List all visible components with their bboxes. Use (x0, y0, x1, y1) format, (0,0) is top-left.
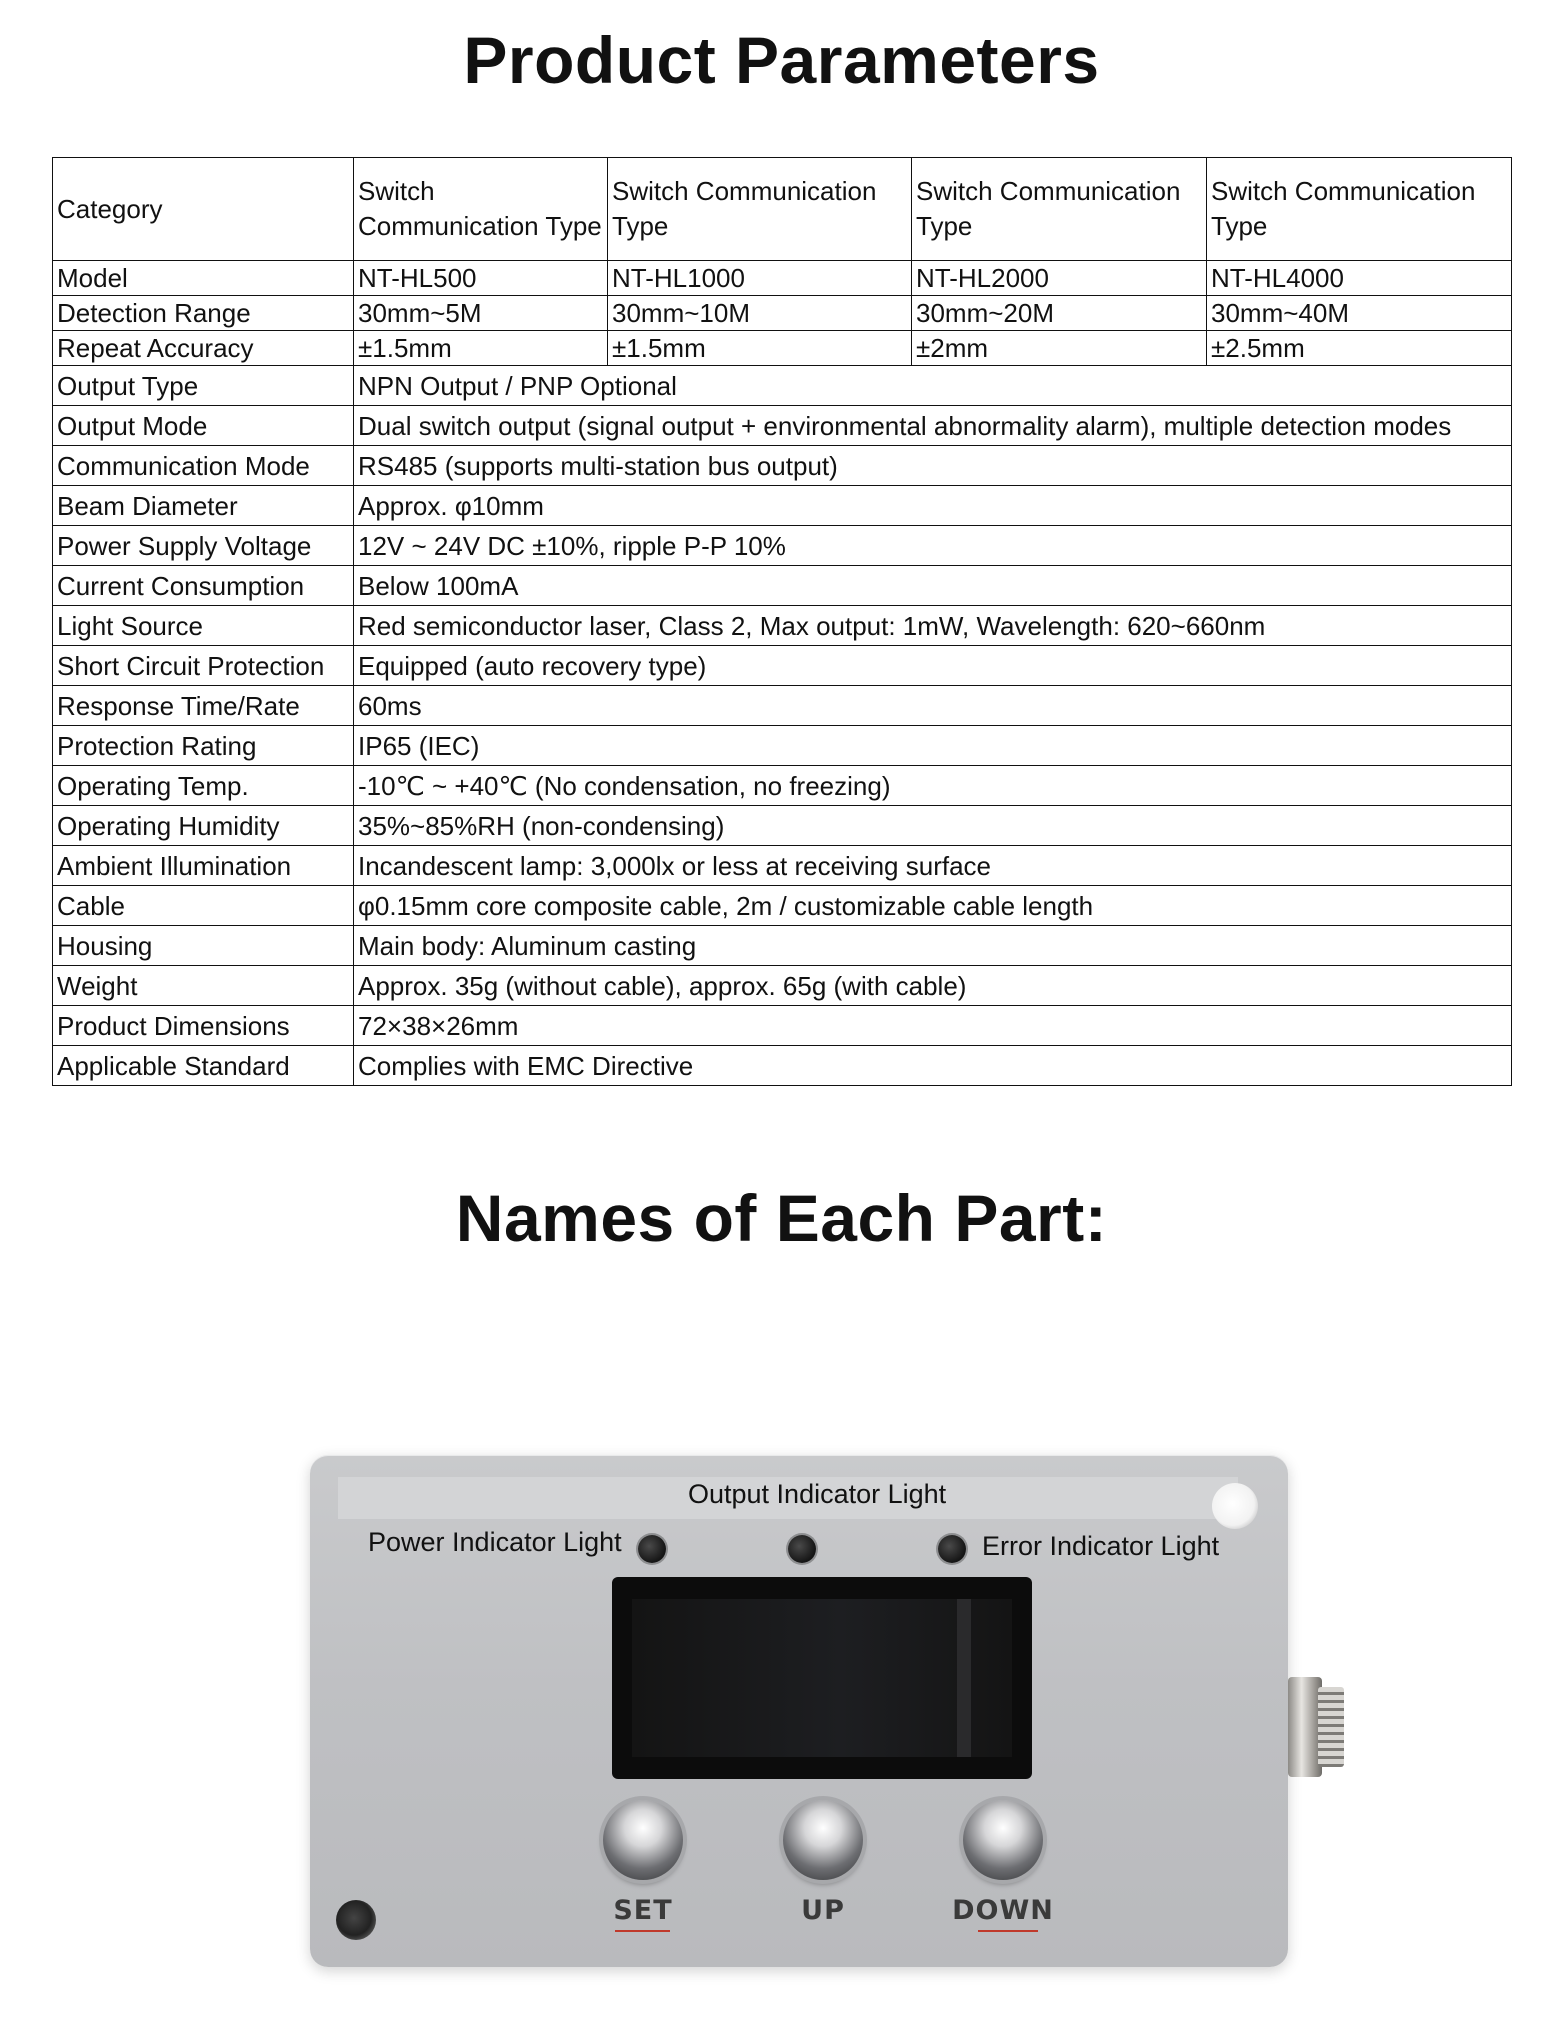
table-row (53, 486, 1512, 526)
row-label: Repeat Accuracy (53, 331, 354, 366)
table-row (53, 566, 1512, 606)
row-label: Model (53, 261, 354, 296)
cell: ±1.5mm (354, 331, 608, 366)
header-model-1: Switch Communication Type (354, 158, 608, 261)
cell: NT-HL1000 (608, 261, 912, 296)
header-model-4: Switch Communication Type (1207, 158, 1512, 261)
table-row (53, 366, 1512, 406)
up-button-label: UP (801, 1895, 845, 1926)
error-indicator-light (938, 1535, 966, 1563)
row-label: Weight (53, 966, 354, 1006)
row-label: Operating Temp. (53, 766, 354, 806)
table-row (53, 261, 1512, 296)
mounting-hole-icon (336, 1900, 376, 1940)
header-model-2: Switch Communication Type (608, 158, 912, 261)
cell: 12V ~ 24V DC ±10%, ripple P-P 10% (354, 526, 1512, 566)
row-label: Protection Rating (53, 726, 354, 766)
row-label: Communication Mode (53, 446, 354, 486)
cell: NT-HL4000 (1207, 261, 1512, 296)
cell: 72×38×26mm (354, 1006, 1512, 1046)
table-row (53, 846, 1512, 886)
cell: Approx. 35g (without cable), approx. 65g (with cable) (354, 966, 1512, 1006)
down-button-label: DOWN (952, 1895, 1054, 1926)
row-label: Short Circuit Protection (53, 646, 354, 686)
table-row (53, 806, 1512, 846)
page-title-parts: Names of Each Part: (455, 1181, 1108, 1255)
table-row (53, 1046, 1512, 1086)
cell: Incandescent lamp: 3,000lx or less at receiving surface (354, 846, 1512, 886)
table-row (53, 446, 1512, 486)
cell: NT-HL2000 (912, 261, 1207, 296)
header-category: Category (53, 158, 354, 261)
cell: NT-HL500 (354, 261, 608, 296)
table-row (53, 886, 1512, 926)
set-button-label: SET (613, 1895, 673, 1926)
table-row (53, 966, 1512, 1006)
cell: 30mm~5M (354, 296, 608, 331)
cell: Dual switch output (signal output + environmental abnormality alarm), multiple detection modes (354, 406, 1512, 446)
table-row (53, 296, 1512, 331)
table-row (53, 1006, 1512, 1046)
row-label: Beam Diameter (53, 486, 354, 526)
cell: IP65 (IEC) (354, 726, 1512, 766)
cell: -10℃ ~ +40℃ (No condensation, no freezing) (354, 766, 1512, 806)
cell: 30mm~10M (608, 296, 912, 331)
cell: 30mm~40M (1207, 296, 1512, 331)
cell: 35%~85%RH (non-condensing) (354, 806, 1512, 846)
cell: Equipped (auto recovery type) (354, 646, 1512, 686)
table-row (53, 926, 1512, 966)
row-label: Operating Humidity (53, 806, 354, 846)
table-row (53, 406, 1512, 446)
table-row (53, 331, 1512, 366)
table-header-row (53, 158, 1512, 261)
row-label: Light Source (53, 606, 354, 646)
cell: Approx. φ10mm (354, 486, 1512, 526)
cell: NPN Output / PNP Optional (354, 366, 1512, 406)
table-row (53, 726, 1512, 766)
cell: Complies with EMC Directive (354, 1046, 1512, 1086)
row-label: Response Time/Rate (53, 686, 354, 726)
error-indicator-label: Error Indicator Light (982, 1531, 1220, 1561)
set-label-underline (615, 1930, 670, 1932)
row-label: Current Consumption (53, 566, 354, 606)
cell: 30mm~20M (912, 296, 1207, 331)
cell: Main body: Aluminum casting (354, 926, 1512, 966)
cell: ±1.5mm (608, 331, 912, 366)
row-label: Housing (53, 926, 354, 966)
display-screen (612, 1577, 1032, 1779)
power-indicator-label: Power Indicator Light (368, 1527, 622, 1557)
row-label: Ambient Illumination (53, 846, 354, 886)
connector-thread (1318, 1687, 1344, 1767)
row-label: Output Type (53, 366, 354, 406)
up-button[interactable] (783, 1800, 863, 1880)
table-row (53, 526, 1512, 566)
cable-connector-icon (1288, 1677, 1346, 1777)
row-label: Output Mode (53, 406, 354, 446)
down-button[interactable] (963, 1800, 1043, 1880)
page-title-parameters: Product Parameters (463, 23, 1100, 97)
display-panel (632, 1599, 1012, 1757)
power-indicator-light (638, 1535, 666, 1563)
cell: 60ms (354, 686, 1512, 726)
cell: Below 100mA (354, 566, 1512, 606)
cell: RS485 (supports multi-station bus output) (354, 446, 1512, 486)
output-indicator-label: Output Indicator Light (688, 1479, 947, 1509)
header-model-3: Switch Communication Type (912, 158, 1207, 261)
row-label: Cable (53, 886, 354, 926)
cell: ±2.5mm (1207, 331, 1512, 366)
display-reflection (957, 1599, 971, 1757)
table-row (53, 686, 1512, 726)
cell: Red semiconductor laser, Class 2, Max output: 1mW, Wavelength: 620~660nm (354, 606, 1512, 646)
table-row (53, 646, 1512, 686)
row-label: Power Supply Voltage (53, 526, 354, 566)
mounting-hole-icon (1212, 1483, 1258, 1529)
parameters-table (52, 157, 1512, 1086)
device-front-panel (310, 1455, 1288, 1967)
cell: φ0.15mm core composite cable, 2m / customizable cable length (354, 886, 1512, 926)
set-button[interactable] (603, 1800, 683, 1880)
table-row (53, 606, 1512, 646)
row-label: Detection Range (53, 296, 354, 331)
cell: ±2mm (912, 331, 1207, 366)
row-label: Product Dimensions (53, 1006, 354, 1046)
row-label: Applicable Standard (53, 1046, 354, 1086)
connector-body (1288, 1677, 1322, 1777)
output-indicator-light (788, 1535, 816, 1563)
table-row (53, 766, 1512, 806)
down-label-underline (978, 1930, 1038, 1932)
